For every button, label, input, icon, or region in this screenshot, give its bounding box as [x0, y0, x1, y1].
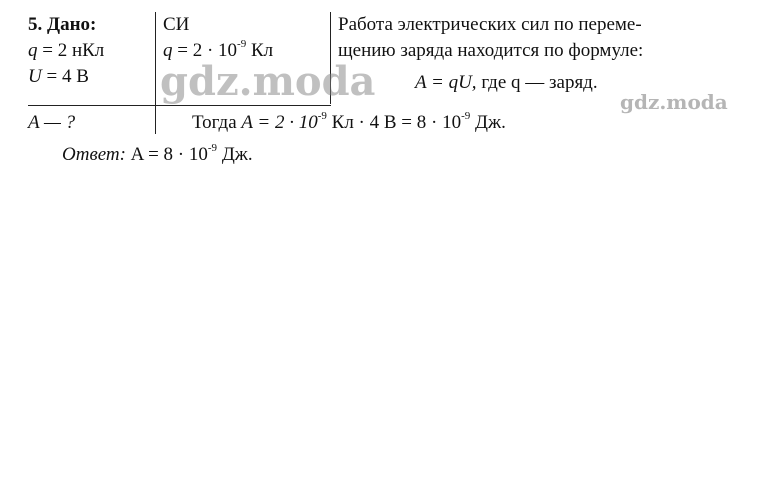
given-q-value: = 2 нКл — [42, 40, 105, 61]
solution-line-1: Работа электрических сил по переме- — [338, 14, 642, 35]
answer-exponent: -9 — [207, 142, 218, 154]
calc-exponent-2: -9 — [461, 110, 471, 122]
calc-mid: Кл · 4 В = 8 · 10 — [331, 112, 462, 133]
si-q-exponent: -9 — [237, 38, 247, 50]
si-title: СИ — [163, 14, 190, 35]
formula: A = qU, — [415, 72, 477, 93]
answer-unit: Дж. — [221, 144, 253, 165]
given-U — [28, 66, 89, 88]
calc-a: A = 2 · 10 — [241, 112, 318, 133]
answer-label: Ответ: — [62, 144, 126, 165]
given-si-separator — [155, 12, 156, 134]
formula-note: где q — заряд. — [481, 72, 598, 93]
given-divider — [28, 105, 156, 106]
watermark-small: gdz.moda — [620, 90, 728, 114]
calculation-line — [192, 112, 506, 134]
solution-line-2: щению заряда находится по формуле: — [338, 40, 644, 61]
given-title: 5. Дано: — [28, 14, 97, 35]
si-q-symbol: q — [163, 40, 173, 61]
answer-value: A = 8 · 10 — [130, 144, 208, 165]
formula-line — [415, 72, 598, 94]
calc-unit: Дж. — [475, 112, 506, 133]
calc-prefix: Тогда — [192, 112, 237, 133]
si-divider — [155, 105, 331, 106]
U-symbol: U — [28, 66, 42, 87]
given-q — [28, 40, 104, 62]
watermark-main: gdz.moda — [160, 58, 376, 105]
si-q-value: = 2 · 10 — [177, 40, 238, 61]
q-symbol: q — [28, 40, 38, 61]
find-quantity: A — ? — [28, 112, 76, 133]
answer-line — [62, 144, 253, 166]
calc-exponent-1: -9 — [317, 110, 327, 122]
si-q-unit: Кл — [250, 40, 274, 61]
given-U-value: = 4 В — [46, 66, 89, 87]
